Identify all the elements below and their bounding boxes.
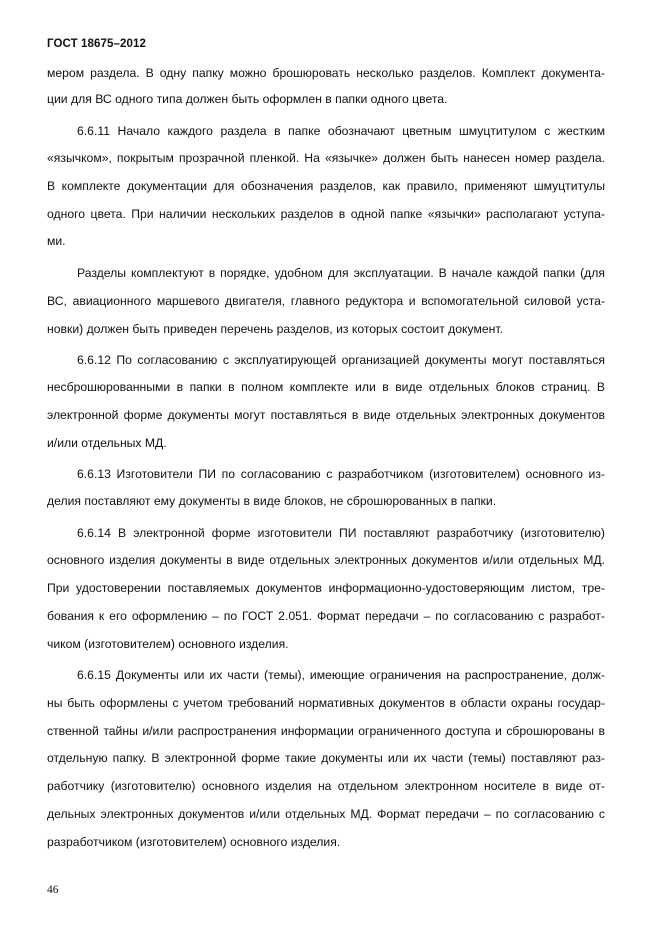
body-line: электронной форме документы могут поставляться в виде отдельных электронных документов (47, 408, 605, 422)
body-line: разработчиком (изготовителем) основного изделия. (47, 835, 341, 849)
body-line: дельных электронных документов и/или отдельных МД. Формат передачи – по согласованию с (47, 807, 605, 821)
body-line: 6.6.15 Документы или их части (темы), имеющие ограничения на распространение, долж- (77, 668, 605, 682)
body-line: ВС, авиационного маршевого двигателя, главного редуктора и вспомогательной силовой уста- (47, 294, 605, 308)
body-line: бования к его оформлению – по ГОСТ 2.051. Формат передачи – по согласованию с разработ- (47, 609, 605, 623)
body-line: 6.6.12 По согласованию с эксплуатирующей организацией документы могут поставляться (77, 353, 605, 367)
body-line: и/или отдельных МД. (47, 436, 167, 450)
body-line: делия поставляют ему документы в виде блоков, не сброшюрованных в папки. (47, 494, 497, 508)
body-line: ны быть оформлены с учетом требований нормативных документов в области охраны государ- (47, 696, 605, 710)
body-line: При удостоверении поставляемых документов информационно-удостоверяющим листом, тре- (47, 581, 605, 595)
body-line: ции для ВС одного типа должен быть оформлен в папки одного цвета. (47, 92, 448, 106)
body-line: несброшюрованными в папки в полном комплекте или в виде отдельных блоков страниц. В (47, 380, 605, 394)
body-line: работчику (изготовителю) основного изделия на отдельном электронном носителе в виде от- (47, 779, 605, 793)
body-line: 6.6.13 Изготовители ПИ по согласованию с разработчиком (изготовителем) основного из- (77, 467, 605, 481)
page-number: 46 (47, 884, 59, 896)
body-line: «язычком», покрытым прозрачной пленкой. На «язычке» должен быть нанесен номер раздела. (47, 151, 605, 165)
body-line: мером раздела. В одну папку можно брошюровать несколько разделов. Комплект документа- (47, 66, 605, 80)
body-line: новки) должен быть приведен перечень разделов, из которых состоит документ. (47, 322, 503, 336)
body-line: отдельную папку. В электронной форме такие документы или их части (темы) поставляют раз- (47, 751, 605, 765)
body-line: 6.6.14 В электронной форме изготовители ПИ поставляют разработчику (изготовителю) (77, 526, 605, 540)
body-line: Разделы комплектуют в порядке, удобном для эксплуатации. В начале каждой папки (для (77, 266, 605, 280)
body-line: основного изделия документы в виде отдельных электронных документов и/или отдельных МД. (47, 553, 605, 567)
body-line: одного цвета. При наличии нескольких разделов в одной папке «язычки» располагают уступа- (47, 207, 605, 221)
body-line: ственной тайны и/или распространения информации ограниченного доступа и сброшюрованы в (47, 724, 605, 738)
document-header: ГОСТ 18675–2012 (47, 38, 147, 50)
body-line: В комплекте документации для обозначения разделов, как правило, применяют шмуцтитулы (47, 179, 605, 193)
body-line: 6.6.11 Начало каждого раздела в папке обозначают цветным шмуцтитулом с жестким (77, 124, 605, 138)
body-line: чиком (изготовителем) основного изделия. (47, 637, 289, 651)
body-line: ми. (47, 234, 66, 248)
